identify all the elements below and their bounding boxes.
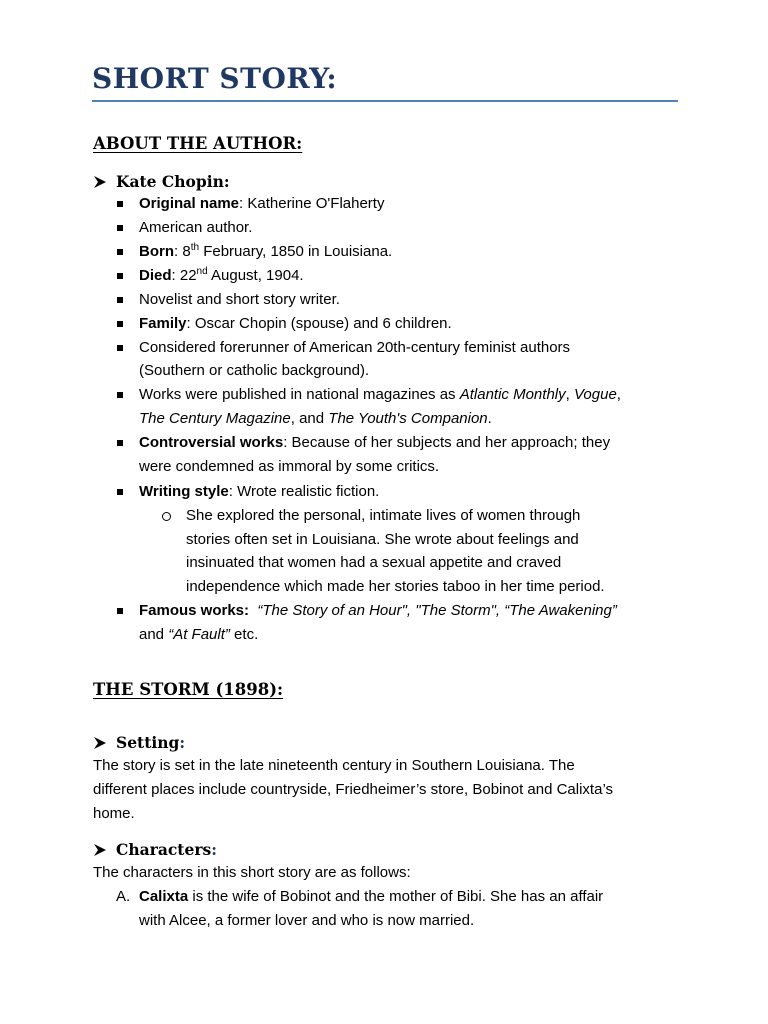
paragraph-line: home. — [93, 805, 135, 822]
square-bullet-icon — [117, 608, 123, 614]
sub-list-item-continuation: insinuated that women had a sexual appetite and craved — [186, 554, 562, 571]
sub-list-item-continuation: independence which made her stories taboo in her time period. — [186, 578, 605, 595]
list-item: Considered forerunner of American 20th-century feminist authors — [139, 339, 571, 356]
square-bullet-icon — [117, 489, 123, 495]
list-item-continuation: were condemned as immoral by some critics. — [139, 458, 440, 475]
square-bullet-icon — [117, 273, 123, 279]
square-bullet-icon — [117, 440, 123, 446]
list-item-continuation: The Century Magazine, and The Youth's Companion. — [139, 410, 492, 427]
list-marker: A. — [116, 888, 131, 905]
title-underline — [92, 100, 678, 102]
list-item: American author. — [139, 219, 253, 236]
list-item: Died: 22nd August, 1904. — [139, 266, 304, 284]
paragraph-line: The characters in this short story are as follows: — [93, 864, 411, 881]
author-name-heading: Kate Chopin: — [93, 172, 230, 191]
list-item: Born: 8th February, 1850 in Louisiana. — [139, 242, 393, 260]
about-author-heading: ABOUT THE AUTHOR: — [93, 134, 303, 153]
list-item-continuation: (Southern or catholic background). — [139, 362, 370, 379]
square-bullet-icon — [117, 321, 123, 327]
list-item-continuation: with Alcee, a former lover and who is now married. — [139, 912, 475, 929]
storm-heading: THE STORM (1898): — [93, 680, 284, 699]
list-item: Works were published in national magazines as Atlantic Monthly, Vogue, — [139, 386, 621, 403]
arrowhead-bullet-icon — [93, 175, 107, 189]
sub-list-item: She explored the personal, intimate lives of women through — [186, 507, 581, 524]
square-bullet-icon — [117, 249, 123, 255]
paragraph-line: The story is set in the late nineteenth century in Southern Louisiana. The — [93, 757, 575, 774]
arrowhead-bullet-icon — [93, 843, 107, 857]
sub-list-item-continuation: stories often set in Louisiana. She wrote about feelings and — [186, 531, 579, 548]
list-item: Controversial works: Because of her subjects and her approach; they — [139, 434, 611, 451]
list-item: Family: Oscar Chopin (spouse) and 6 children. — [139, 315, 452, 332]
square-bullet-icon — [117, 201, 123, 207]
square-bullet-icon — [117, 345, 123, 351]
setting-heading: Setting : — [93, 733, 185, 752]
characters-heading: Characters : — [93, 840, 217, 859]
list-item: Original name: Katherine O'Flaherty — [139, 195, 385, 212]
paragraph-line: different places include countryside, Friedheimer’s store, Bobinot and Calixta’s — [93, 781, 614, 798]
arrowhead-bullet-icon — [93, 736, 107, 750]
circle-bullet-icon — [162, 512, 171, 521]
square-bullet-icon — [117, 297, 123, 303]
list-item: Famous works: “The Story of an Hour", "The Storm", “The Awakening” — [139, 602, 617, 619]
list-item: Calixta is the wife of Bobinot and the mother of Bibi. She has an affair — [139, 888, 604, 905]
page-title: SHORT STORY: — [92, 62, 338, 95]
square-bullet-icon — [117, 225, 123, 231]
square-bullet-icon — [117, 392, 123, 398]
list-item: Writing style: Wrote realistic fiction. — [139, 483, 380, 500]
list-item: Novelist and short story writer. — [139, 291, 340, 308]
list-item-continuation: and “At Fault” etc. — [139, 626, 259, 643]
